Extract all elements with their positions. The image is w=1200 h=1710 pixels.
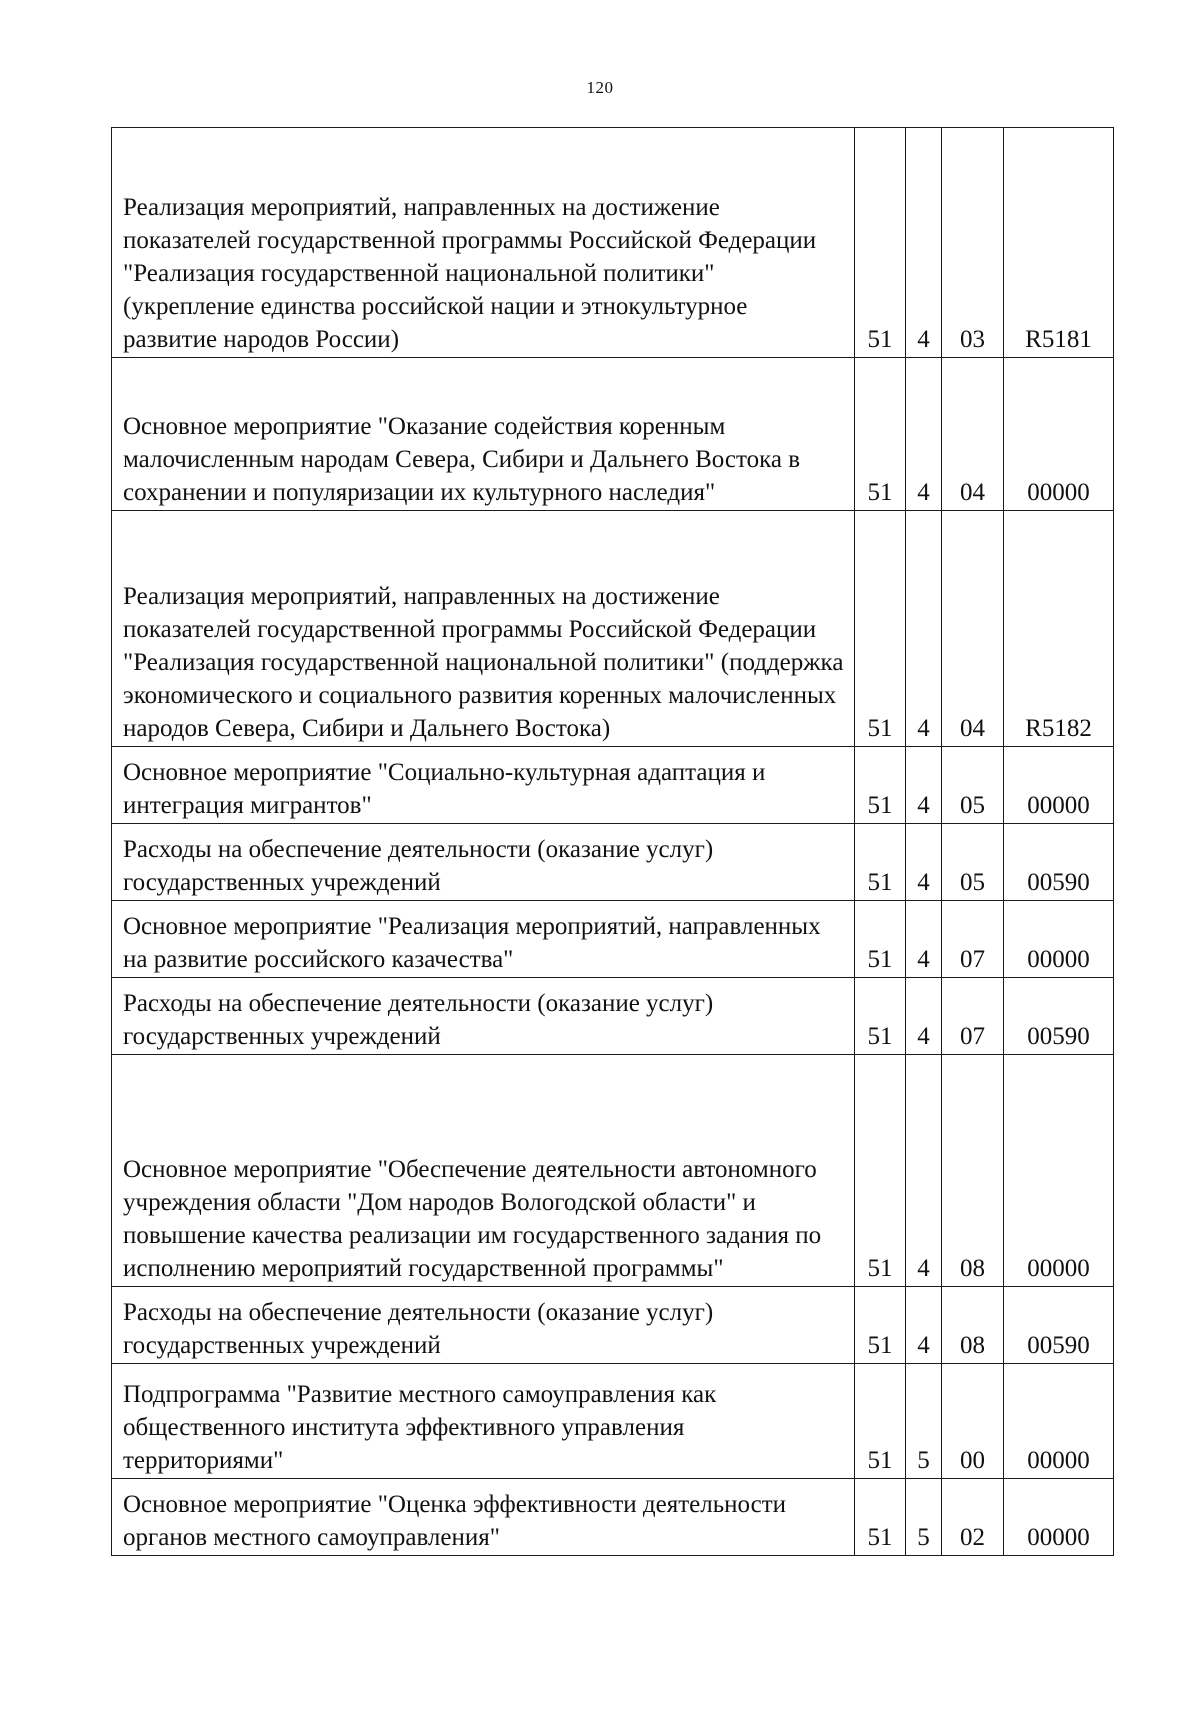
row-description: Основное мероприятие "Реализация мероприятий, направленных на развитие российского казачества": [112, 901, 855, 978]
table-row: [112, 1479, 1114, 1556]
table-row: [112, 358, 1114, 511]
code-program: 51: [855, 1055, 906, 1287]
row-description: Расходы на обеспечение деятельности (оказание услуг) государственных учреждений: [112, 1287, 855, 1364]
code-subprogram: 4: [906, 128, 942, 358]
code-event: 08: [942, 1055, 1004, 1287]
table-row: [112, 901, 1114, 978]
code-direction: 00000: [1004, 1364, 1114, 1479]
table-row: [112, 747, 1114, 824]
code-program: 51: [855, 978, 906, 1055]
code-program: 51: [855, 128, 906, 358]
code-subprogram: 4: [906, 824, 942, 901]
row-description: Основное мероприятие "Обеспечение деятельности автономного учреждения области "Дом народов Вологодской области" и повышение качества реализации им государственного задания по исполнению мероприятий государственной программы": [112, 1055, 855, 1287]
code-direction: 00000: [1004, 1479, 1114, 1556]
table-row: [112, 824, 1114, 901]
code-program: 51: [855, 747, 906, 824]
code-direction: 00000: [1004, 1055, 1114, 1287]
table-row: [112, 1287, 1114, 1364]
code-direction: 00590: [1004, 978, 1114, 1055]
code-direction: 00590: [1004, 1287, 1114, 1364]
code-event: 05: [942, 747, 1004, 824]
code-event: 08: [942, 1287, 1004, 1364]
budget-classification-table: [111, 127, 1114, 1556]
row-description: Расходы на обеспечение деятельности (оказание услуг) государственных учреждений: [112, 824, 855, 901]
row-description: Расходы на обеспечение деятельности (оказание услуг) государственных учреждений: [112, 978, 855, 1055]
code-subprogram: 4: [906, 1287, 942, 1364]
code-program: 51: [855, 1287, 906, 1364]
code-subprogram: 4: [906, 747, 942, 824]
code-event: 05: [942, 824, 1004, 901]
page-number: 120: [586, 78, 614, 97]
code-event: 03: [942, 128, 1004, 358]
code-program: 51: [855, 901, 906, 978]
table-row: [112, 1055, 1114, 1287]
row-description: Реализация мероприятий, направленных на достижение показателей государственной программы Российской Федерации "Реализация государственной национальной политики" (поддержка экономического и социального развития коренных малочисленных народов Севера, Сибири и Дальнего Востока): [112, 511, 855, 747]
row-description: Основное мероприятие "Оценка эффективности деятельности органов местного самоуправления": [112, 1479, 855, 1556]
row-description: Основное мероприятие "Оказание содействия коренным малочисленным народам Севера, Сибири и Дальнего Востока в сохранении и популяризации их культурного наследия": [112, 358, 855, 511]
code-direction: 00000: [1004, 901, 1114, 978]
code-direction: R5182: [1004, 511, 1114, 747]
code-event: 00: [942, 1364, 1004, 1479]
code-event: 07: [942, 901, 1004, 978]
code-subprogram: 4: [906, 1055, 942, 1287]
code-program: 51: [855, 358, 906, 511]
code-program: 51: [855, 1364, 906, 1479]
code-direction: R5181: [1004, 128, 1114, 358]
table-row: [112, 128, 1114, 358]
code-subprogram: 4: [906, 358, 942, 511]
code-subprogram: 4: [906, 901, 942, 978]
code-subprogram: 5: [906, 1364, 942, 1479]
code-program: 51: [855, 1479, 906, 1556]
code-direction: 00000: [1004, 747, 1114, 824]
row-description: Реализация мероприятий, направленных на достижение показателей государственной программы Российской Федерации "Реализация государственной национальной политики" (укрепление единства российской нации и этнокультурное развитие народов России): [112, 128, 855, 358]
code-event: 04: [942, 358, 1004, 511]
code-subprogram: 4: [906, 511, 942, 747]
row-description: Основное мероприятие "Социально-культурная адаптация и интеграция мигрантов": [112, 747, 855, 824]
code-event: 07: [942, 978, 1004, 1055]
code-event: 02: [942, 1479, 1004, 1556]
code-subprogram: 4: [906, 978, 942, 1055]
code-event: 04: [942, 511, 1004, 747]
code-program: 51: [855, 511, 906, 747]
row-description: Подпрограмма "Развитие местного самоуправления как общественного института эффективного управления территориями": [112, 1364, 855, 1479]
table-row: [112, 511, 1114, 747]
code-program: 51: [855, 824, 906, 901]
code-subprogram: 5: [906, 1479, 942, 1556]
code-direction: 00590: [1004, 824, 1114, 901]
code-direction: 00000: [1004, 358, 1114, 511]
table-row: [112, 1364, 1114, 1479]
table-row: [112, 978, 1114, 1055]
